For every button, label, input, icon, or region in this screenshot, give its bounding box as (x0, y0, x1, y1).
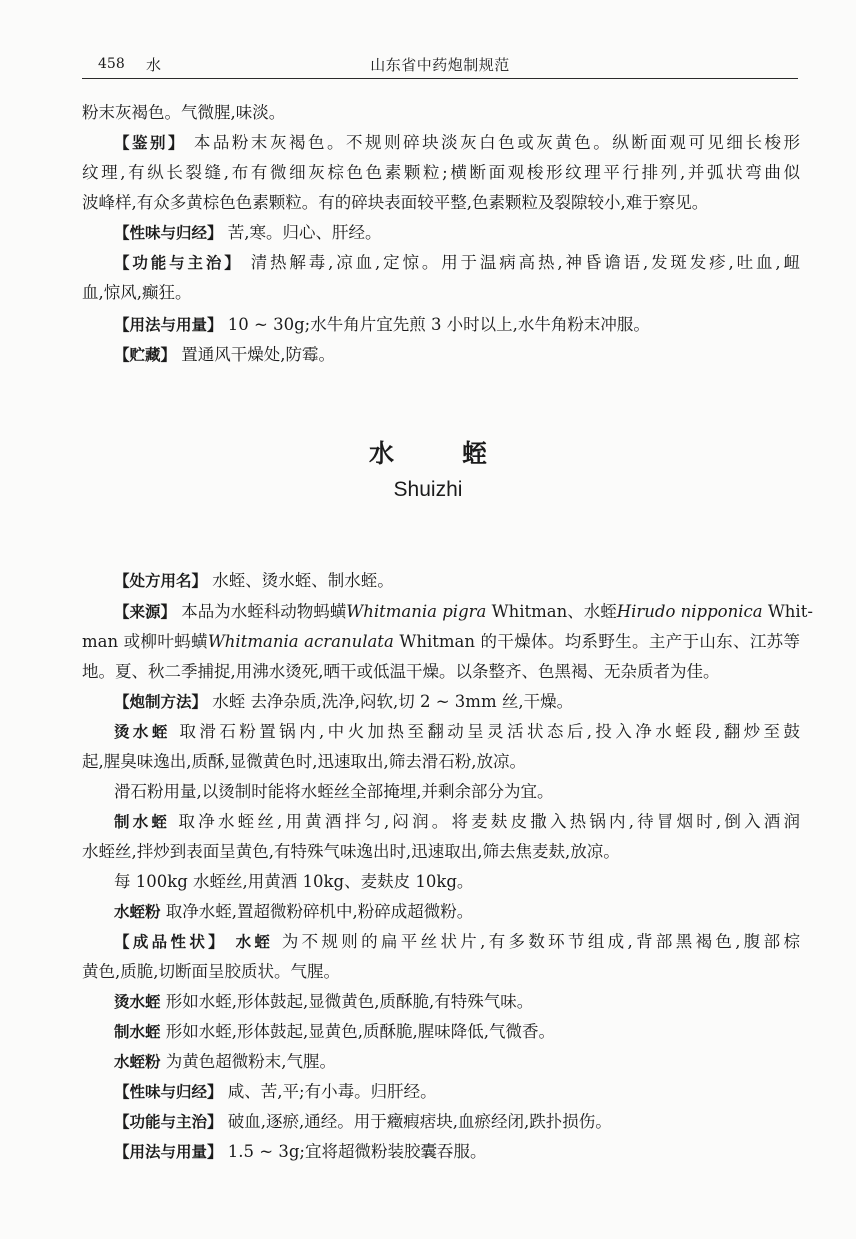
yongfa-line: 【用法与用量】 10 ~ 30g;水牛角片宜先煎 3 小时以上,水牛角粉末冲服。 (114, 315, 650, 334)
xz-zhi-label: 制水蛭 (114, 1023, 161, 1041)
xz-fen-label: 水蛭粉 (114, 1053, 161, 1071)
text-line: 每 100kg 水蛭丝,用黄酒 10kg、麦麸皮 10kg。 (114, 872, 474, 891)
xz-fen-line: 水蛭粉 为黄色超微粉末,气腥。 (114, 1052, 337, 1071)
tang-label: 烫水蛭 (114, 723, 171, 741)
text-line: 滑石粉用量,以烫制时能将水蛭丝全部掩埋,并剩余部分为宜。 (114, 782, 554, 801)
paozhi-label: 【炮制方法】 (114, 693, 208, 711)
yongfa-label-2: 【用法与用量】 (114, 1143, 223, 1161)
chufang-line: 【处方用名】 水蛭、烫水蛭、制水蛭。 (114, 571, 394, 590)
xingwei-line: 【性味与归经】 苦,寒。归心、肝经。 (114, 223, 382, 242)
page-number: 458 (98, 56, 125, 72)
chengpin-line-1: 【成品性状】 水蛭 为不规则的扁平丝状片,有多数环节组成,背部黑褐色,腹部棕 (114, 932, 800, 951)
gongneng-line-1: 【功能与主治】 清热解毒,凉血,定惊。用于温病高热,神昏谵语,发斑发疹,吐血,衄 (114, 253, 800, 272)
fen-label: 水蛭粉 (114, 903, 161, 921)
xingwei-line-2: 【性味与归经】 咸、苦,平;有小毒。归肝经。 (114, 1082, 437, 1101)
yongfa-label: 【用法与用量】 (114, 316, 223, 334)
text-line: 波峰样,有众多黄棕色色素颗粒。有的碎块表面较平整,色素颗粒及裂隙较小,难于察见。 (82, 193, 709, 212)
gongneng-label: 【功能与主治】 (114, 254, 243, 272)
xz-tang-line: 烫水蛭 形如水蛭,形体鼓起,显微黄色,质酥脆,有特殊气味。 (114, 992, 534, 1011)
text-line: 血,惊风,癫狂。 (82, 283, 192, 302)
entry-title (0, 434, 856, 470)
xingwei-label: 【性味与归经】 (114, 224, 223, 242)
text-line: 纹理,有纵长裂缝,布有微细灰棕色色素颗粒;横断面观梭形纹理平行排列,并弧状弯曲似 (82, 163, 800, 182)
zhi-line-1: 制水蛭 取净水蛭丝,用黄酒拌匀,闷润。将麦麸皮撒入热锅内,待冒烟时,倒入酒润 (114, 812, 800, 831)
zhi-label: 制水蛭 (114, 813, 171, 831)
zhucang-line: 【贮藏】 置通风干燥处,防霉。 (114, 345, 336, 364)
chufang-label: 【处方用名】 (114, 572, 208, 590)
laiyuan-line-2: man 或柳叶蚂蟥Whitmania acranulata Whitman 的干燥体。均系野生。主产于山东、江苏等 (82, 632, 800, 651)
fen-line: 水蛭粉 取净水蛭,置超微粉碎机中,粉碎成超微粉。 (114, 902, 474, 921)
text-line: 粉末灰褐色。气微腥,味淡。 (82, 103, 286, 122)
gongneng-line-2: 【功能与主治】 破血,逐瘀,通经。用于癥瘕痞块,血瘀经闭,跌扑损伤。 (114, 1112, 612, 1131)
jianbie-line-1: 【鉴别】 本品粉末灰褐色。不规则碎块淡灰白色或灰黄色。纵断面观可见细长梭形 (114, 133, 800, 152)
chengpin-label: 【成品性状】 (114, 933, 227, 951)
entry-title-char: 蛭 (462, 439, 488, 468)
book-title: 山东省中药炮制规范 (370, 56, 510, 74)
xingwei-label-2: 【性味与归经】 (114, 1083, 223, 1101)
xz-zhi-line: 制水蛭 形如水蛭,形体鼓起,显黄色,质酥脆,腥味降低,气微香。 (114, 1022, 555, 1041)
zhucang-label: 【贮藏】 (114, 346, 177, 364)
tang-line-1: 烫水蛭 取滑石粉置锅内,中火加热至翻动呈灵活状态后,投入净水蛭段,翻炒至鼓 (114, 722, 800, 741)
xz-tang-label: 烫水蛭 (114, 993, 161, 1011)
gongneng-label-2: 【功能与主治】 (114, 1113, 223, 1131)
paozhi-line: 【炮制方法】 水蛭 去净杂质,洗净,闷软,切 2 ~ 3mm 丝,干燥。 (114, 692, 574, 711)
entry-title-char: 水 (368, 439, 394, 468)
page-header (82, 50, 798, 79)
laiyuan-line-1: 【来源】 本品为水蛭科动物蚂蟥Whitmania pigra Whitman、水蛭Hirudo nipponica Whit- (114, 602, 813, 621)
section-label: 水 (146, 56, 162, 74)
entry-pinyin: Shuizhi (393, 478, 463, 501)
laiyuan-label: 【来源】 (114, 603, 177, 621)
text-line: 地。夏、秋二季捕捉,用沸水烫死,晒干或低温干燥。以条整齐、色黑褐、无杂质者为佳。 (82, 662, 720, 681)
jianbie-label: 【鉴别】 (114, 134, 187, 152)
chengpin-sub-label: 水蛭 (235, 933, 274, 951)
text-line: 水蛭丝,拌炒到表面呈黄色,有特殊气味逸出时,迅速取出,筛去焦麦麸,放凉。 (82, 842, 620, 861)
text-line: 起,腥臭味逸出,质酥,显微黄色时,迅速取出,筛去滑石粉,放凉。 (82, 752, 526, 771)
text-line: 黄色,质脆,切断面呈胶质状。气腥。 (82, 962, 340, 981)
yongfa-line-2: 【用法与用量】 1.5 ~ 3g;宜将超微粉装胶囊吞服。 (114, 1142, 487, 1161)
